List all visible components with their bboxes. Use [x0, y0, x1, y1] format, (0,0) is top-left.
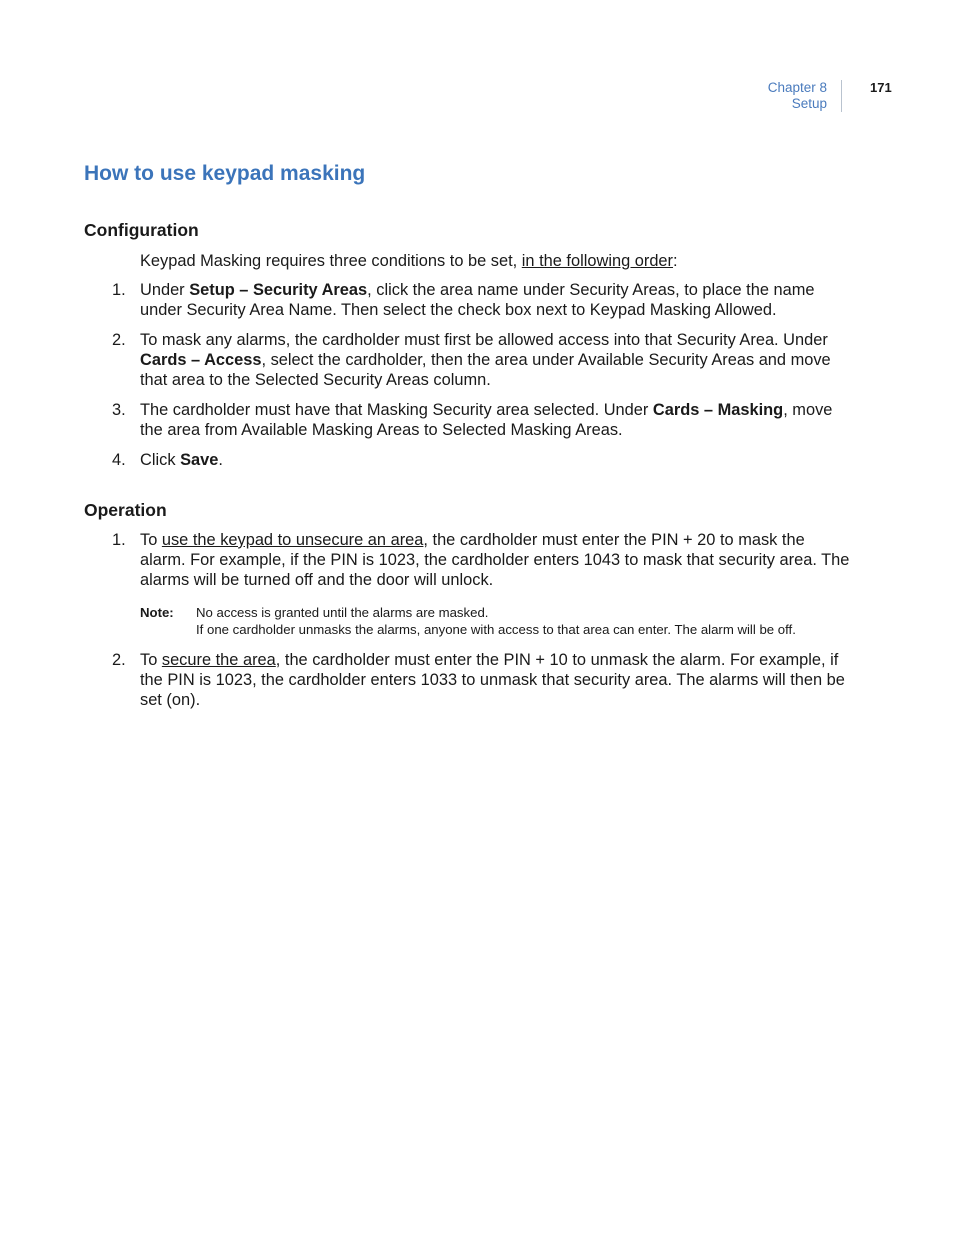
step-text-part: , the cardholder must enter the PIN + 10 to unmask the alarm. For example, if the PIN is 1023, the cardholder enters 1033 to unmask that security area. The alarms will then be set (on). — [140, 651, 845, 710]
step-text-part: , move the area from Available Masking Areas to Selected Masking Areas. — [140, 401, 833, 440]
step-text-part: Click — [140, 451, 181, 469]
step-number: 3. — [112, 401, 126, 419]
step-text-part: To — [140, 651, 162, 669]
step-text — [140, 280, 852, 320]
step-text-part: To mask any alarms, the cardholder must first be allowed access into that Security Area. Under — [140, 331, 828, 349]
page-number: 171 — [870, 80, 892, 95]
note-text — [196, 604, 852, 638]
note-box — [140, 604, 852, 638]
config-step-4 — [112, 450, 852, 470]
step-text-part: The cardholder must have that Masking Security area selected. Under — [140, 401, 653, 419]
intro-text: Keypad Masking requires three conditions to be set, — [140, 252, 522, 270]
step-bold-term: Cards – Masking — [652, 401, 784, 419]
step-text — [140, 400, 852, 440]
step-number: 2. — [112, 651, 126, 669]
step-number: 1. — [112, 531, 126, 549]
note-label: Note: — [140, 605, 174, 620]
operation-step-2 — [112, 650, 852, 711]
config-step-1 — [112, 280, 852, 320]
chapter-label: Chapter 8 — [767, 80, 827, 95]
note-line: No access is granted until the alarms are masked. — [196, 605, 489, 620]
step-bold-term: Cards – Access — [140, 351, 262, 370]
step-bold-term: Save — [180, 451, 219, 469]
step-text-part: . — [218, 451, 223, 469]
step-text-part: Under — [140, 281, 190, 299]
configuration-heading: Configuration — [84, 220, 199, 240]
page-title: How to use keypad masking — [84, 162, 366, 185]
step-number: 2. — [112, 331, 126, 349]
step-number: 4. — [112, 451, 126, 469]
step-bold-term: Setup – Security Areas — [189, 281, 368, 299]
step-text-part: To — [140, 531, 162, 549]
step-text-part: , click the area name under Security Areas, to place the name under Security Area Name. Then select the check box next to Keypad Masking Allowed. — [140, 281, 815, 320]
configuration-intro — [140, 251, 850, 271]
step-text-part: , the cardholder must enter the PIN + 20 to mask the alarm. For example, if the PIN is 1023, the cardholder enters 1043 to mask that security area. The alarms will be turned off and the door will unlock. — [140, 531, 850, 590]
config-step-3 — [112, 400, 852, 440]
step-text — [140, 650, 852, 711]
note-line: If one cardholder unmasks the alarms, anyone with access to that area can enter. The alarm will be off. — [196, 622, 796, 637]
step-text — [140, 330, 852, 391]
step-text-part: , select the cardholder, then the area under Available Security Areas and move that area to the Selected Security Areas column. — [140, 351, 831, 390]
step-number: 1. — [112, 281, 126, 299]
step-text — [140, 530, 852, 591]
secure-area-link[interactable]: secure the area — [161, 651, 276, 669]
operation-step-1 — [112, 530, 852, 591]
config-step-2 — [112, 330, 852, 391]
intro-link[interactable]: in the following order — [521, 252, 674, 270]
running-header — [768, 80, 842, 112]
step-text — [140, 450, 852, 470]
intro-colon: : — [673, 252, 678, 270]
unsecure-area-link[interactable]: use the keypad to unsecure an area — [161, 531, 424, 549]
section-label: Setup — [791, 96, 827, 111]
operation-heading: Operation — [84, 500, 167, 520]
